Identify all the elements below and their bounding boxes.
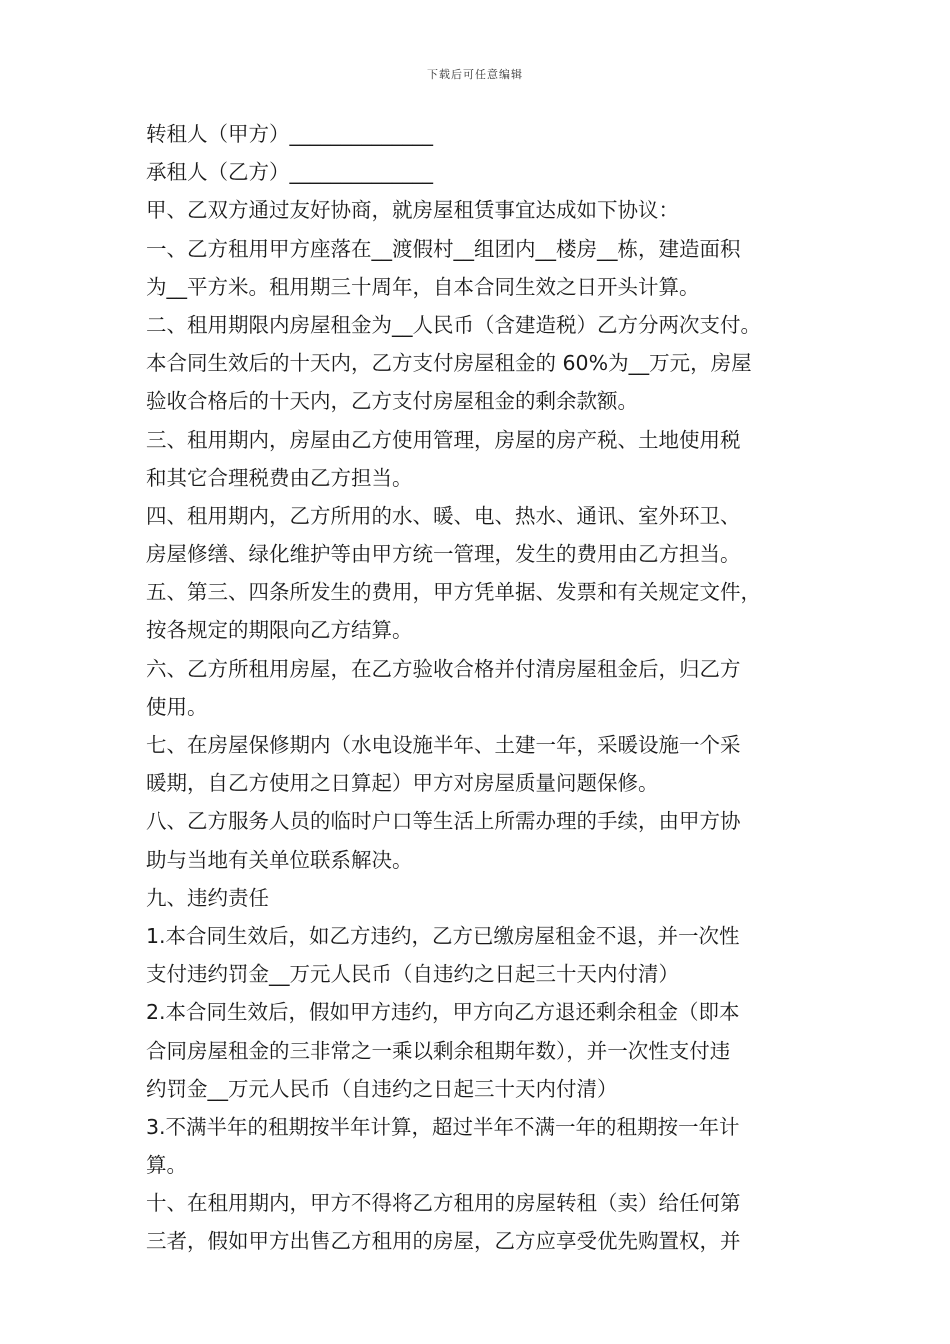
contract-line: 转租人（甲方）______________: [146, 122, 433, 146]
page-header: 下载后可任意编辑: [427, 68, 523, 81]
contract-line: 算。: [146, 1153, 187, 1178]
contract-line: 暖期，自乙方使用之日算起）甲方对房屋质量问题保修。: [146, 771, 659, 796]
contract-line: 使用。: [146, 694, 208, 719]
contract-line: 七、在房屋保修期内（水电设施半年、土建一年，采暖设施一个采: [146, 733, 741, 757]
contract-line: 二、租用期限内房屋租金为__人民币（含建造税）乙方分两次支付。: [146, 312, 761, 337]
contract-line: 助与当地有关单位联系解决。: [146, 847, 413, 872]
contract-line: 六、乙方所租用房屋，在乙方验收合格并付清房屋租金后，归乙方: [146, 656, 741, 681]
contract-line: 验收合格后的十天内，乙方支付房屋租金的剩余款额。: [146, 389, 638, 414]
contract-line: 约罚金__万元人民币（自违约之日起三十天内付清）: [146, 1076, 618, 1101]
contract-line: 合同房屋租金的三非常之一乘以剩余租期年数），并一次性支付违: [146, 1038, 731, 1063]
contract-line: 一、乙方租用甲方座落在__渡假村__组团内__楼房__栋，建造面积: [146, 236, 741, 261]
contract-line: 房屋修缮、绿化维护等由甲方统一管理，发生的费用由乙方担当。: [146, 542, 741, 567]
contract-line: 和其它合理税费由乙方担当。: [146, 465, 413, 490]
contract-line: 2.本合同生效后，假如甲方违约，甲方向乙方退还剩余租金（即本: [146, 1000, 740, 1025]
contract-line: 本合同生效后的十天内，乙方支付房屋租金的 60%为__万元，房屋: [146, 351, 752, 376]
contract-line: 1.本合同生效后，如乙方违约，乙方已缴房屋租金不退，并一次性: [146, 923, 740, 948]
contract-line: 为__平方米。租用期三十周年，自本合同生效之日开头计算。: [146, 274, 700, 299]
contract-body: [146, 115, 816, 1261]
contract-line: 九、违约责任: [146, 885, 269, 910]
contract-line: 十、在租用期内，甲方不得将乙方租用的房屋转租（卖）给任何第: [146, 1191, 741, 1216]
contract-line: 支付违约罚金__万元人民币（自违约之日起三十天内付清）: [146, 962, 679, 987]
contract-line: 甲、乙双方通过友好协商，就房屋租赁事宜达成如下协议：: [146, 198, 679, 223]
contract-line: 三者，假如甲方出售乙方租用的房屋，乙方应享受优先购置权，并: [146, 1229, 741, 1254]
contract-line: 按各规定的期限向乙方结算。: [146, 618, 413, 643]
contract-line: 四、租用期内，乙方所用的水、暖、电、热水、通讯、室外环卫、: [146, 503, 741, 528]
contract-line: 八、乙方服务人员的临时户口等生活上所需办理的手续，由甲方协: [146, 809, 741, 834]
contract-line: 承租人（乙方）______________: [146, 160, 433, 185]
contract-line: 三、租用期内，房屋由乙方使用管理，房屋的房产税、土地使用税: [146, 427, 741, 452]
contract-line: 五、第三、四条所发生的费用，甲方凭单据、发票和有关规定文件，: [146, 580, 761, 605]
contract-line: 3.不满半年的租期按半年计算，超过半年不满一年的租期按一年计: [146, 1114, 740, 1139]
